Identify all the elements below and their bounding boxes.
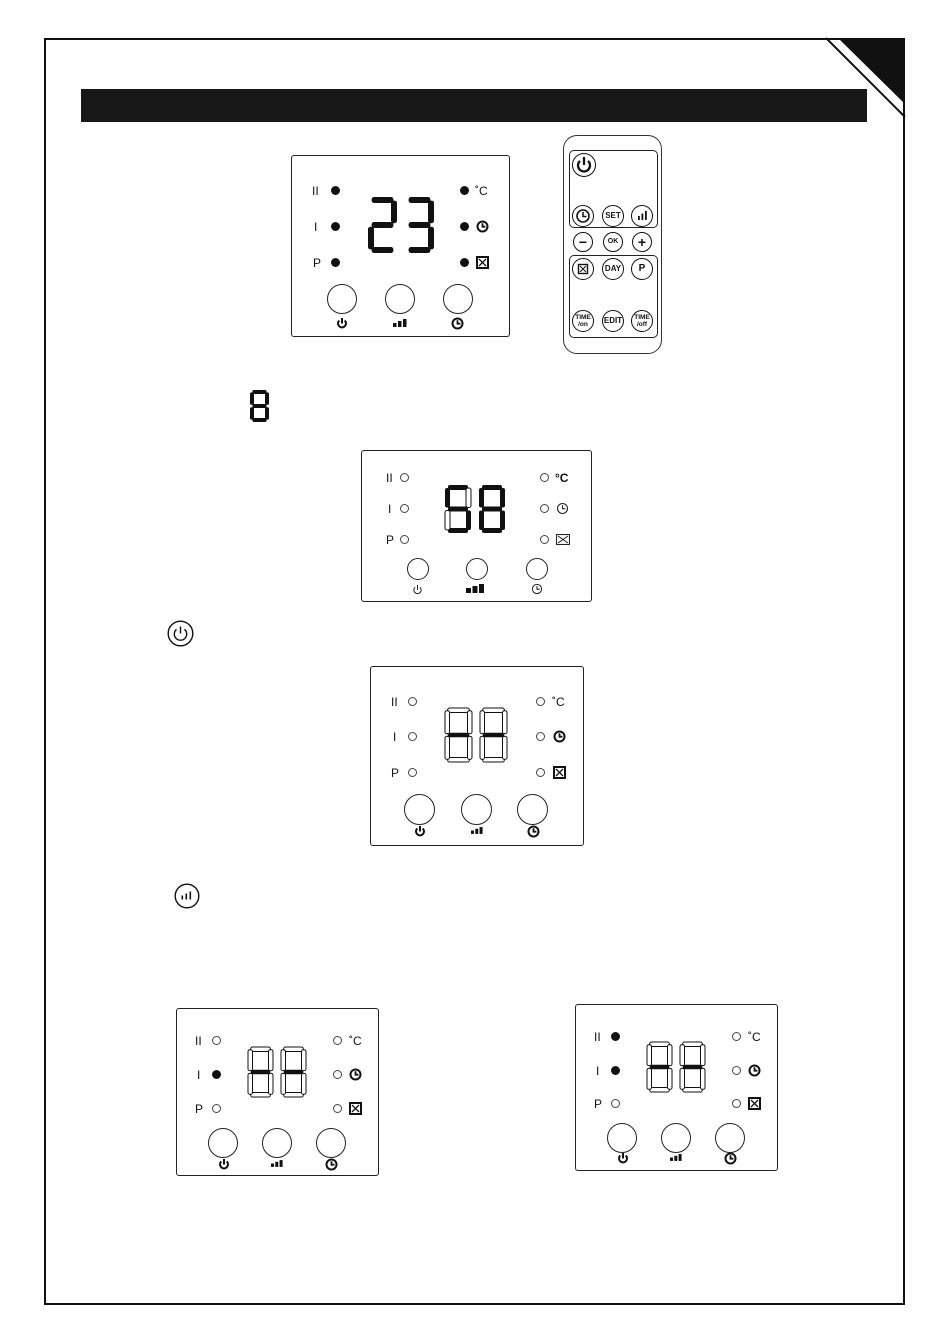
segment-b [391,201,397,224]
segment-g [448,733,470,738]
segment-f [680,1045,685,1066]
window-icon [553,766,566,779]
segment-a [650,1042,670,1047]
clock-icon [451,317,464,330]
indicator-led-p [331,258,340,267]
indicator-led-celsius [460,186,469,195]
segment-c [302,1073,307,1094]
segment-b [428,201,434,224]
segment-g [650,1065,670,1070]
fan-bars-icon [466,584,484,593]
remote-power-button[interactable] [572,153,596,177]
segment-b [302,1050,307,1071]
indicator-led-i [408,732,417,741]
fan-bars-icon [632,206,652,226]
indicator-label-ii: II [391,695,398,709]
segment-g [284,1070,304,1075]
indicator-led-ii [408,697,417,706]
control-panel-3 [370,666,584,846]
segment-f [647,1045,652,1066]
segment-a [372,197,394,203]
celsius-icon: ˚C [552,695,565,709]
indicator-led-ii [611,1032,620,1041]
fan-level-button[interactable] [466,558,488,580]
segment-c [668,1068,673,1089]
segment-g [483,733,505,738]
fan-level-button[interactable] [385,284,415,314]
segment-f [250,392,254,404]
indicator-led-celsius [536,697,545,706]
remote-timer-button[interactable] [572,205,594,227]
indicator-led-window [333,1104,342,1113]
segment-f [248,1050,253,1071]
temperature-display [444,484,508,536]
indicator-label-ii: II [386,471,393,485]
segment-digit-icon [249,389,271,424]
segment-a [284,1047,304,1052]
segment-e [480,736,485,759]
segment-e [405,227,411,250]
power-button[interactable] [404,794,435,825]
power-icon [617,1152,629,1164]
segment-c [269,1073,274,1094]
indicator-label-p: P [391,766,400,780]
segment-d [284,1093,304,1098]
indicator-led-celsius [540,473,549,482]
power-button[interactable] [208,1128,238,1158]
fan-level-button[interactable] [461,794,492,825]
segment-f [445,711,450,734]
segment-e [368,227,374,250]
segment-e [281,1073,286,1094]
indicator-led-timer [536,732,545,741]
celsius-icon: ˚C [475,184,488,198]
temperature-display [367,196,437,256]
window-icon [556,534,570,545]
power-icon [414,825,426,837]
segment-d [650,1088,670,1093]
segment-d [448,528,468,533]
indicator-led-window [732,1099,741,1108]
remote-window-button[interactable] [572,258,594,280]
segment-a [409,197,431,203]
indicator-label-ii: II [312,184,319,198]
remote-fan-button[interactable] [631,205,653,227]
indicator-led-window [460,258,469,267]
segment-d [448,758,470,763]
remote-set-button[interactable]: SET [602,205,624,227]
segment-b [265,392,269,404]
segment-e [248,1073,253,1094]
segment-c [466,511,471,531]
clock-icon [573,206,593,226]
indicator-label-ii: II [594,1030,601,1044]
power-button[interactable] [407,558,429,580]
clock-icon [748,1064,761,1077]
time-on-sub: /on [578,321,588,328]
indicator-led-i [212,1070,221,1079]
indicator-led-ii [400,473,409,482]
clock-icon [527,825,540,838]
segment-g [251,1070,271,1075]
clock-icon [325,1158,338,1171]
control-panel-2 [361,450,592,602]
clock-icon [531,583,543,595]
temperature-display [247,1046,309,1100]
celsius-icon: ˚C [349,1034,362,1048]
remote-time-on-button[interactable] [572,310,594,332]
clock-icon [556,502,569,515]
indicator-label-i: I [388,502,392,516]
indicator-led-ii [212,1036,221,1045]
remote-ok-button[interactable]: OK [603,232,623,252]
remote-plus-button[interactable]: + [632,232,652,252]
segment-g [482,507,502,512]
segment-e [445,511,450,531]
segment-f [480,711,485,734]
power-icon [412,584,423,595]
segment-a [251,1047,271,1052]
indicator-led-i [331,222,340,231]
segment-d [372,247,394,253]
segment-g [448,507,468,512]
segment-g [683,1065,703,1070]
segment-b [668,1045,673,1066]
segment-b [503,711,508,734]
power-icon [573,154,595,176]
segment-c [265,407,269,419]
segment-a [448,485,468,490]
segment-a [482,485,502,490]
segment-c [468,736,473,759]
indicator-label-i: I [393,730,397,744]
indicator-led-p [212,1104,221,1113]
window-icon [748,1097,761,1110]
segment-d [683,1088,703,1093]
segment-a [483,708,505,713]
segment-c [428,227,434,250]
indicator-led-window [536,768,545,777]
indicator-led-timer [732,1066,741,1075]
segment-d [252,418,266,422]
fan-bars-icon [471,827,483,834]
indicator-label-p: P [594,1097,603,1111]
indicator-led-i [400,504,409,513]
segment-f [479,488,484,508]
indicator-led-ii [331,186,340,195]
indicator-led-timer [540,504,549,513]
segment-b [701,1045,706,1066]
segment-f [368,201,374,224]
segment-b [466,488,471,508]
segment-a [683,1042,703,1047]
time-off-label: TIME [634,314,650,321]
temperature-display [646,1041,708,1095]
celsius-icon: °C [555,471,569,485]
timer-button[interactable] [526,558,548,580]
indicator-led-i [611,1066,620,1075]
segment-g [252,404,266,408]
indicator-label-i: I [596,1064,600,1078]
power-icon [167,620,194,647]
fan-bars-icon [670,1154,682,1161]
window-icon [349,1102,362,1115]
segment-d [482,528,502,533]
segment-e [445,736,450,759]
indicator-label-ii: II [195,1034,202,1048]
power-icon [218,1158,230,1170]
control-panel-4 [176,1008,379,1176]
power-icon [336,317,348,329]
segment-a [252,390,266,394]
timer-button[interactable] [715,1123,745,1153]
header-bar [81,89,867,122]
time-off-sub: /off [636,321,648,328]
segment-b [468,711,473,734]
clock-icon [724,1152,737,1165]
fan-bars-icon [174,883,200,909]
segment-f [281,1050,286,1071]
segment-d [251,1093,271,1098]
segment-g [409,222,431,228]
window-icon [573,259,593,279]
remote-p-button[interactable]: P [631,258,653,280]
indicator-led-timer [333,1070,342,1079]
temperature-display [444,707,510,765]
power-button[interactable] [327,284,357,314]
indicator-label-p: P [386,533,395,547]
fan-bars-icon [393,319,407,327]
clock-icon [476,220,489,233]
indicator-label-p: P [313,256,322,270]
control-panel-5 [575,1004,778,1171]
remote-minus-button[interactable]: − [573,232,593,252]
indicator-led-timer [460,222,469,231]
segment-e [250,407,254,419]
segment-f [445,488,450,508]
timer-button[interactable] [517,794,548,825]
indicator-label-i: I [197,1068,201,1082]
segment-f [405,201,411,224]
clock-icon [349,1068,362,1081]
clock-icon [553,730,566,743]
indicator-led-window [540,535,549,544]
indicator-led-celsius [333,1036,342,1045]
remote-time-off-button[interactable] [631,310,653,332]
indicator-label-p: P [195,1102,204,1116]
timer-button[interactable] [316,1128,346,1158]
remote-day-button[interactable]: DAY [602,258,624,280]
indicator-led-p [400,535,409,544]
remote-control [563,135,662,354]
segment-g [372,222,394,228]
indicator-label-i: I [314,220,318,234]
segment-c [500,511,505,531]
segment-b [269,1050,274,1071]
celsius-icon: ˚C [748,1030,761,1044]
remote-edit-button[interactable]: EDIT [602,310,624,332]
segment-b [500,488,505,508]
fan-level-button[interactable] [262,1128,292,1158]
timer-button[interactable] [443,284,473,314]
time-on-label: TIME [575,314,591,321]
segment-c [391,227,397,250]
indicator-led-p [408,768,417,777]
segment-c [503,736,508,759]
segment-a [448,708,470,713]
window-icon [476,256,489,269]
segment-e [479,511,484,531]
control-panel-1 [291,155,510,337]
power-button[interactable] [607,1123,637,1153]
fan-bars-icon [271,1160,283,1167]
indicator-led-celsius [732,1032,741,1041]
segment-d [409,247,431,253]
indicator-led-p [611,1099,620,1108]
segment-d [483,758,505,763]
fan-level-button[interactable] [661,1123,691,1153]
segment-c [701,1068,706,1089]
segment-e [647,1068,652,1089]
segment-e [680,1068,685,1089]
